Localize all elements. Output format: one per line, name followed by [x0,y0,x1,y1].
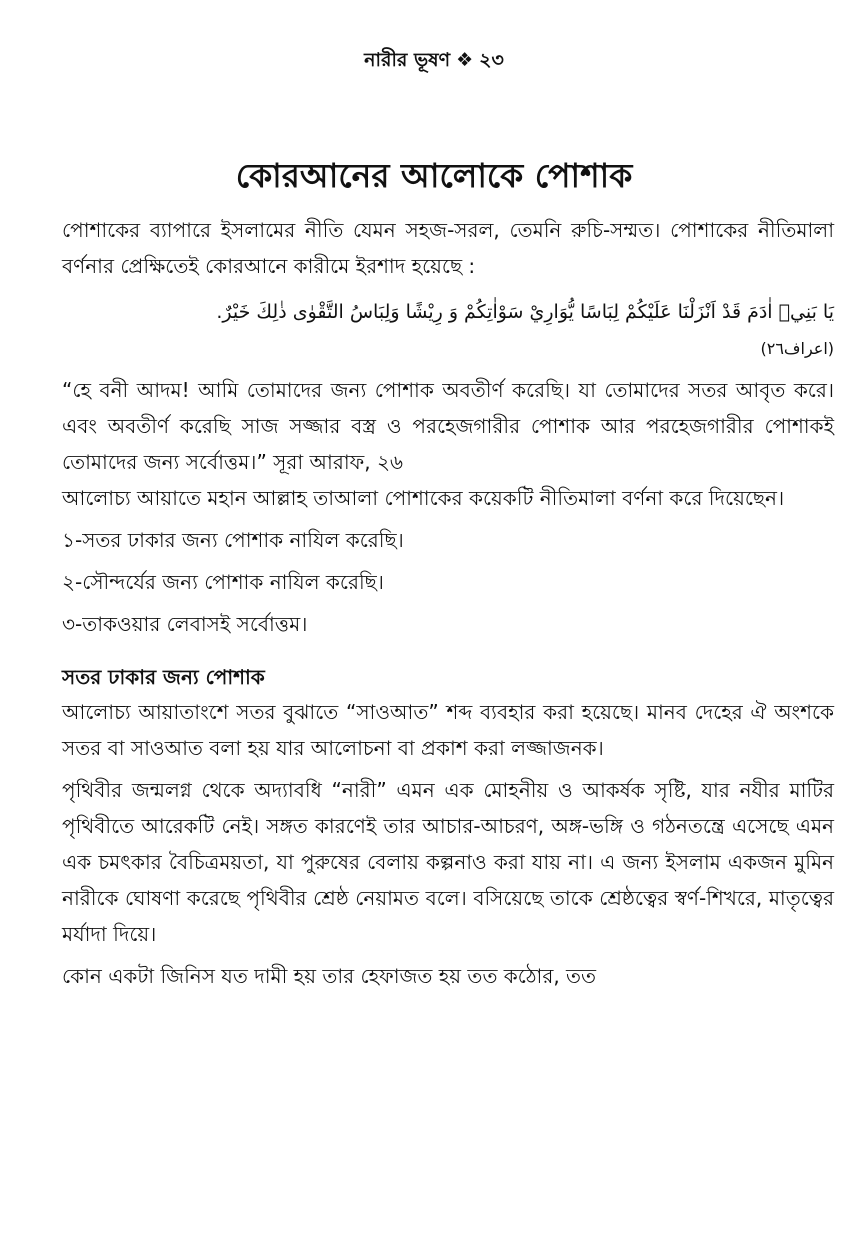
list-item: ৩-তাকওয়ার লেবাসই সর্বোত্তম। [62,612,308,636]
section-heading: সতর ঢাকার জন্য পোশাক [62,665,265,689]
satar-paragraph: আলোচ্য আয়াতাংশে সতর বুঝাতে “সাওআত” শব্দ ব্যবহার করা হয়েছে। মানব দেহের ঐ অংশকে সতর বা সাওআত বলা হয় যার আলোচনা বা প্রকাশ করা লজ্জাজনক। [62,700,834,760]
discussion-paragraph: আলোচ্য আয়াতে মহান আল্লাহ তাআলা পোশাকের কয়েকটি নীতিমালা বর্ণনা করে দিয়েছেন। [62,486,785,510]
ornament-icon: ❖ [456,49,474,71]
chapter-title: কোরআনের আলোকে পোশাক [235,156,633,195]
list-item: ১-সতর ঢাকার জন্য পোশাক নাযিল করেছি। [62,528,404,552]
page-number: ২৩ [479,49,504,71]
book-title: নারীর ভূষণ [364,49,451,71]
list-item: ২-সৌন্দর্যের জন্য পোশাক নাযিল করেছি। [62,570,384,594]
verse-reference: (اعراف٢٦) [760,339,834,358]
running-header [0,46,868,78]
page-body [62,212,834,994]
arabic-verse: يَا بَنِيۤ اٰدَمَ قَدْ اَنْزَلْنَا عَلَيْكُمْ لِبَاسًا يُّوَارِيْ سَوْاٰتِكُمْ وَ رِيْشًا وَلِبَاسُ التَّقْوٰى ذٰلِكَ خَيْرٌ. [216,301,834,323]
last-line: কোন একটা জিনিস যত দামী হয় তার হেফাজত হয় তত কঠোর, তত [62,964,597,988]
intro-paragraph: পোশাকের ব্যাপারে ইসলামের নীতি যেমন সহজ-সরল, তেমনি রুচি-সম্মত। পোশাকের নীতিমালা বর্ণনার প্রেক্ষিতেই কোরআনে কারীমে ইরশাদ হয়েছে : [62,218,834,278]
woman-paragraph: পৃথিবীর জন্মলগ্ন থেকে অদ্যাবধি “নারী” এমন এক মোহনীয় ও আকর্ষক সৃষ্টি, যার নযীর মাটির পৃথিবীতে আরেকটি নেই। সঙ্গত কারণেই তার আচার-আচরণ, অঙ্গ-ভঙ্গি ও গঠনতন্ত্রে এসেছে এমন এক চমৎকার বৈচিত্রময়তা, যা পুরুষের বেলায় কল্পনাও করা যায় না। এ জন্য ইসলাম একজন মুমিন নারীকে ঘোষণা করেছে পৃথিবীর শ্রেষ্ঠ নেয়ামত বলে। বসিয়েছে তাকে শ্রেষ্ঠত্বের স্বর্ণ-শিখরে, মাতৃত্বের মর্যাদা দিয়ে। [62,778,834,946]
verse-translation: “হে বনী আদম! আমি তোমাদের জন্য পোশাক অবতীর্ণ করেছি। যা তোমাদের সতর আবৃত করে। এবং অবতীর্ণ করেছি সাজ সজ্জার বস্ত্র ও পরহেজগারীর পোশাক আর পরহেজগারীর পোশাকই তোমাদের জন্য সর্বোত্তম।” সূরা আরাফ, ২৬ [62,378,834,474]
